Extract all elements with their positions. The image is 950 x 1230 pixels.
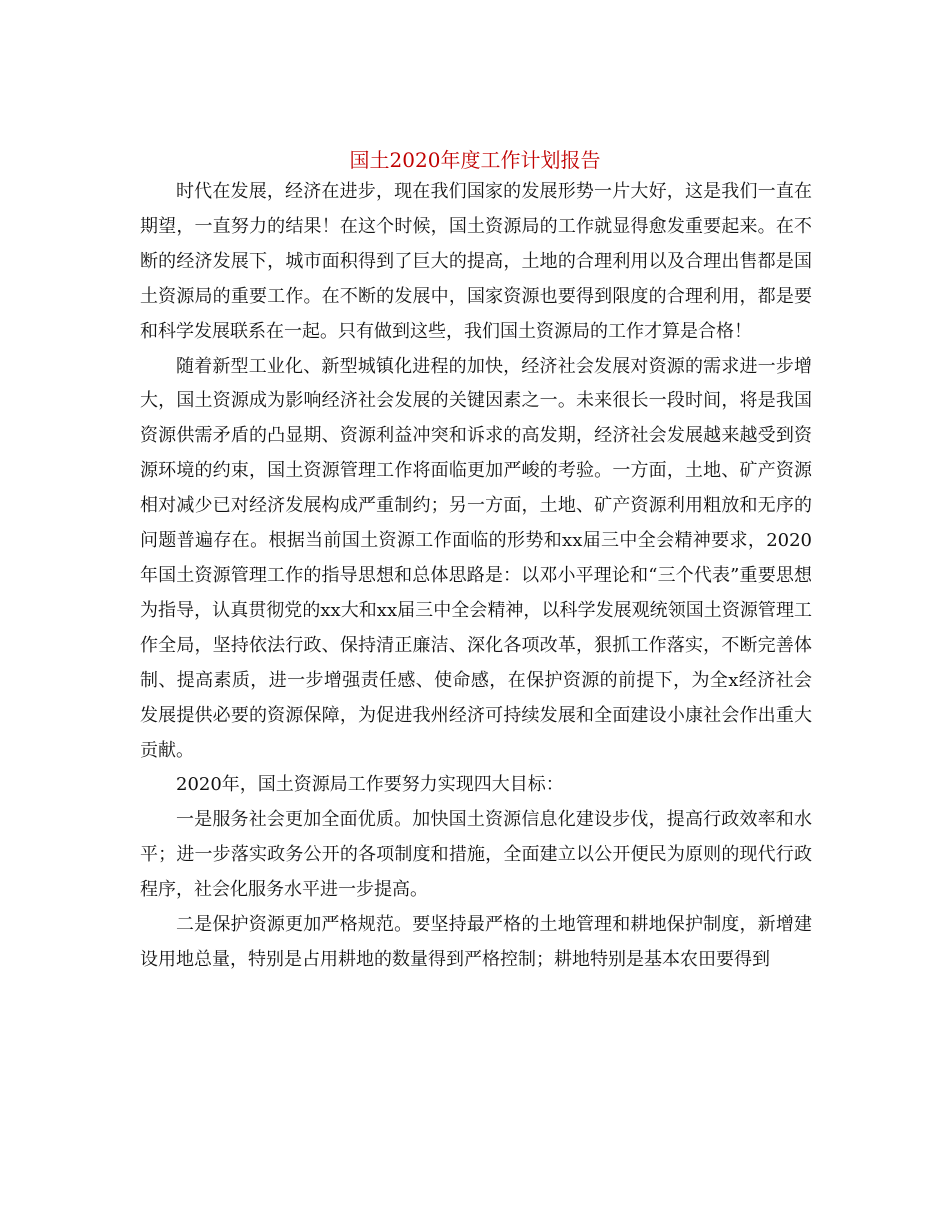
document-title: 国土2020年度工作计划报告 bbox=[349, 148, 601, 172]
paragraph-goal-one: 一是服务社会更加全面优质。加快国土资源信息化建设步伐，提高行政效率和水平；进一步落实政务公开的各项制度和措施，全面建立以公开便民为原则的现代行政程序，社会化服务水平进一步提高。 bbox=[140, 809, 812, 901]
paragraph-goal-two: 二是保护资源更加严格规范。要坚持最严格的土地管理和耕地保护制度，新增建设用地总量，特别是占用耕地的数量得到严格控制；耕地特别是基本农田要得到 bbox=[140, 914, 812, 970]
paragraph-goals-heading: 2020年，国土资源局工作要努力实现四大目标： bbox=[176, 774, 564, 796]
document-body bbox=[140, 175, 812, 978]
paragraph-guiding-ideology: 随着新型工业化、新型城镇化进程的加快，经济社会发展对资源的需求进一步增大，国土资源成为影响经济社会发展的关键因素之一。未来很长一段时间，将是我国资源供需矛盾的凸显期、资源利益冲突和诉求的高发期，经济社会发展越来越受到资源环境的约束，国土资源管理工作将面临更加严峻的考验。一方面，土地、矿产资源相对减少已对经济发展构成严重制约；另一方面，土地、矿产资源利用粗放和无序的问题普遍存在。根据当前国土资源工作面临的形势和xx届三中全会精神要求，2020年国土资源管理工作的指导思想和总体思路是：以邓小平理论和“三个代表”重要思想为指导，认真贯彻党的xx大和xx届三中全会精神，以科学发展观统领国土资源管理工作全局，坚持依法行政、保持清正廉洁、深化各项改革，狠抓工作落实，不断完善体制、提高素质，进一步增强责任感、使命感，在保护资源的前提下，为全x经济社会发展提供必要的资源保障，为促进我州经济可持续发展和全面建设小康社会作出重大贡献。 bbox=[140, 355, 812, 761]
paragraph-intro: 时代在发展，经济在进步，现在我们国家的发展形势一片大好，这是我们一直在期望，一直努力的结果！在这个时候，国土资源局的工作就显得愈发重要起来。在不断的经济发展下，城市面积得到了巨大的提高，土地的合理利用以及合理出售都是国土资源局的重要工作。在不断的发展中，国家资源也要得到限度的合理利用，都是要和科学发展联系在一起。只有做到这些，我们国土资源局的工作才算是合格！ bbox=[140, 181, 812, 342]
